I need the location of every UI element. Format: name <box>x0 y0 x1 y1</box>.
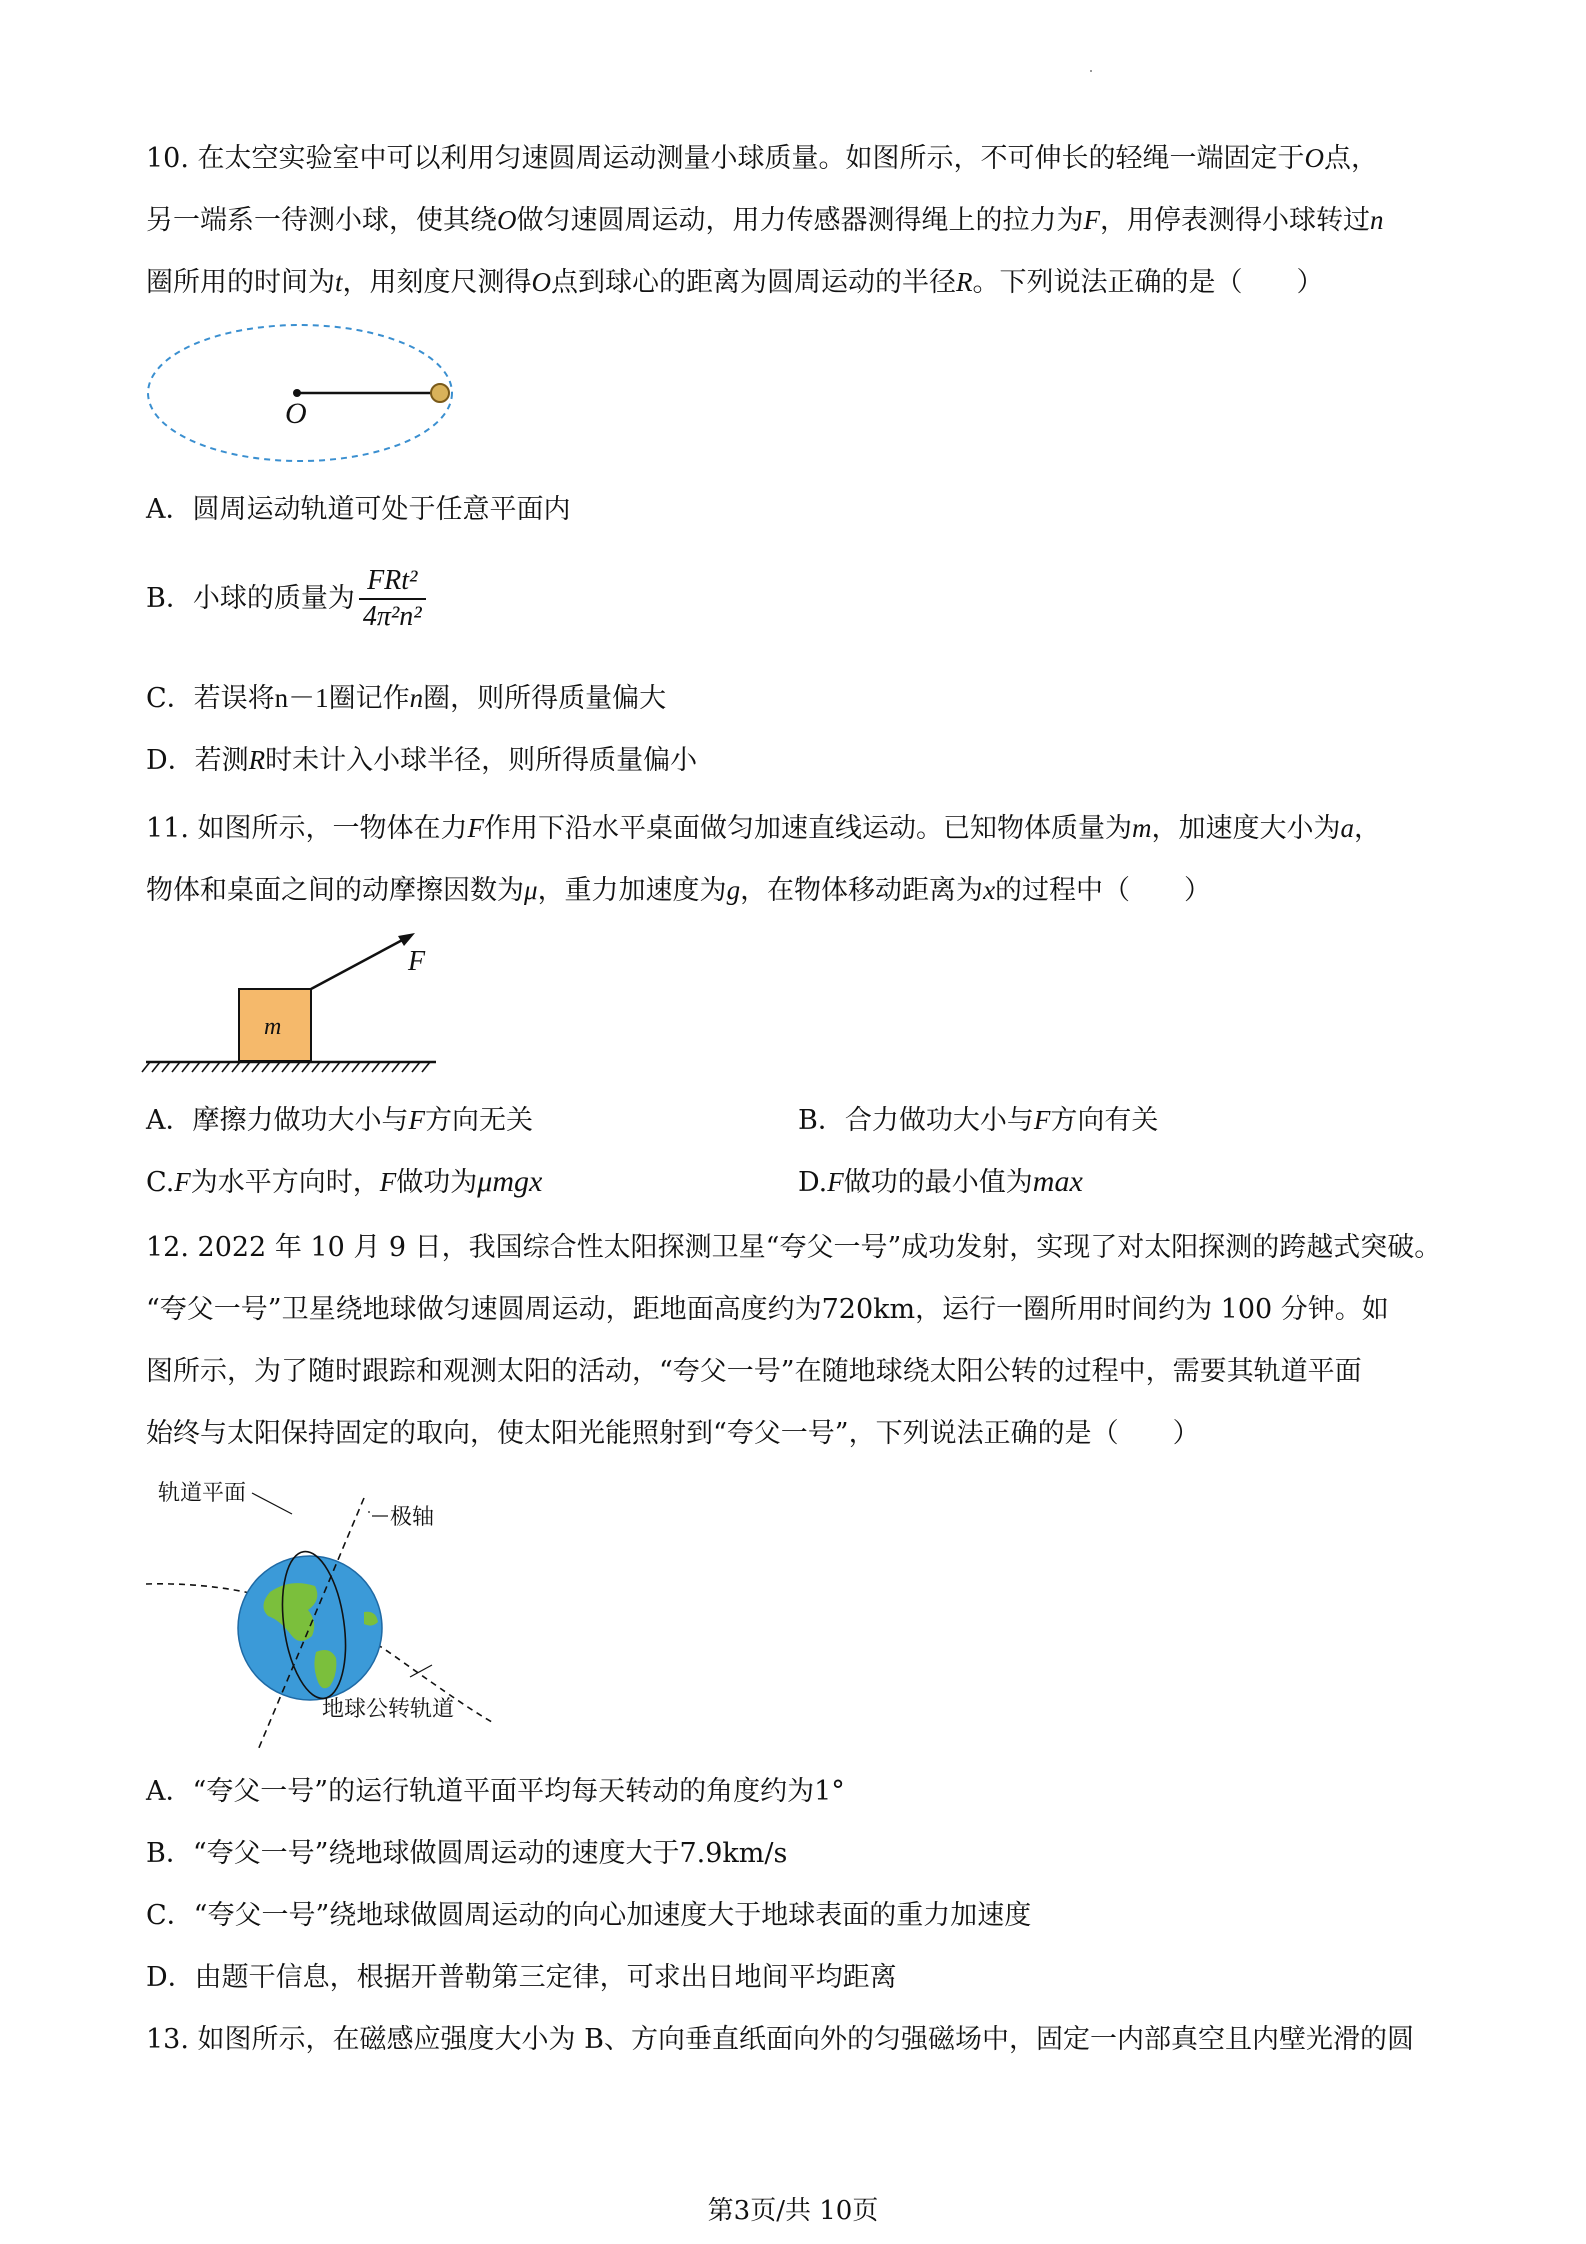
q11-option-c: C.F为水平方向时，F做功为μmgx <box>146 1165 543 1198</box>
q12-line1: 12. 2022 年 10 月 9 日，我国综合性太阳探测卫星“夸父一号”成功发射，实现了对太阳探测的跨越式突破。 <box>146 1232 1442 1263</box>
mass-fraction: $\frac{\text{FRt²}}{\text{4π²n²}}$ <box>359 564 426 634</box>
hatch-mark <box>392 1062 400 1072</box>
block-mass-label: m <box>264 1014 282 1040</box>
hatch-mark <box>142 1062 150 1072</box>
q12-option-c: C．“夸父一号”绕地球做圆周运动的向心加速度大于地球表面的重力加速度 <box>146 1900 1032 1931</box>
orbit-plane-leader <box>252 1493 292 1514</box>
force-arrow-line <box>311 937 408 989</box>
orbit-plane-label: 轨道平面 <box>158 1480 247 1505</box>
q11-option-b: B．合力做功大小与F方向有关 <box>798 1105 1159 1136</box>
q10-option-b: B．小球的质量为 $\frac{\text{FRt²}}{\text{4π²n²}}$ <box>146 564 426 634</box>
hatch-mark <box>332 1062 340 1072</box>
q12-option-b: B．“夸父一号”绕地球做圆周运动的速度大于7.9km/s <box>146 1838 788 1869</box>
earth-orbit-leader <box>410 1665 432 1677</box>
q12-option-a: A．“夸父一号”的运行轨道平面平均每天转动的角度约为1° <box>146 1776 845 1807</box>
hatch-mark <box>252 1062 260 1072</box>
q12-earth-figure <box>140 1460 520 1750</box>
q10-line2: 另一端系一待测小球，使其绕O做匀速圆周运动，用力传感器测得绳上的拉力为F，用停表测得小球转过n <box>146 205 1384 236</box>
hatch-mark <box>232 1062 240 1072</box>
hatch-mark <box>242 1062 250 1072</box>
q12-line3: 图所示，为了随时跟踪和观测太阳的活动，“夸父一号”在随地球绕太阳公转的过程中，需要其轨道平面 <box>146 1356 1362 1387</box>
q11-line1: 11. 如图所示，一物体在力F作用下沿水平桌面做匀加速直线运动。已知物体质量为m，加速度大小为a， <box>146 813 1382 844</box>
earth-orbit-label: 地球公转轨道 <box>322 1696 455 1721</box>
q13-line1: 13. 如图所示，在磁感应强度大小为 B、方向垂直纸面向外的匀强磁场中，固定一内部真空且内壁光滑的圆 <box>146 2024 1414 2055</box>
q10-orbit-figure <box>140 318 460 468</box>
hatch-mark <box>272 1062 280 1072</box>
q11-option-a: A．摩擦力做功大小与F方向无关 <box>146 1105 533 1136</box>
hatch-mark <box>212 1062 220 1072</box>
table-hatch <box>142 1062 430 1072</box>
hatch-mark <box>342 1062 350 1072</box>
hatch-mark <box>402 1062 410 1072</box>
hatch-mark <box>372 1062 380 1072</box>
q10-line1: 10. 在太空实验室中可以利用匀速圆周运动测量小球质量。如图所示，不可伸长的轻绳一端固定于O点， <box>146 143 1379 174</box>
hatch-mark <box>412 1062 420 1072</box>
q10-option-a: A．圆周运动轨道可处于任意平面内 <box>146 494 571 525</box>
hatch-mark <box>282 1062 290 1072</box>
hatch-mark <box>362 1062 370 1072</box>
q12-option-d: D．由题干信息，根据开普勒第三定律，可求出日地间平均距离 <box>146 1962 897 1993</box>
hatch-mark <box>182 1062 190 1072</box>
hatch-mark <box>262 1062 270 1072</box>
hatch-mark <box>152 1062 160 1072</box>
page-footer: 第3页/共 10页 <box>707 2196 879 2226</box>
hatch-mark <box>172 1062 180 1072</box>
polar-axis-label: 极轴 <box>390 1504 435 1529</box>
q10-option-d: D．若测R时未计入小球半径，则所得质量偏小 <box>146 745 698 776</box>
q11-block-figure <box>140 928 450 1078</box>
hatch-mark <box>422 1062 430 1072</box>
o-label: O <box>285 397 307 430</box>
q11-line2: 物体和桌面之间的动摩擦因数为μ，重力加速度为g，在物体移动距离为x的过程中（ ） <box>146 875 1212 906</box>
hatch-mark <box>162 1062 170 1072</box>
hatch-mark <box>322 1062 330 1072</box>
q12-line4: 始终与太阳保持固定的取向，使太阳光能照射到“夸父一号”，下列说法正确的是（ ） <box>146 1418 1200 1449</box>
pivot-point <box>293 389 301 397</box>
hatch-mark <box>302 1062 310 1072</box>
q12-line2: “夸父一号”卫星绕地球做匀速圆周运动，距地面高度约为720km，运行一圈所用时间约为 100 分钟。如 <box>146 1294 1389 1325</box>
scan-dot <box>1090 70 1092 72</box>
hatch-mark <box>202 1062 210 1072</box>
q10-option-c: C．若误将n－1圈记作n圈，则所得质量偏大 <box>146 683 667 714</box>
hatch-mark <box>352 1062 360 1072</box>
hatch-mark <box>312 1062 320 1072</box>
hatch-mark <box>292 1062 300 1072</box>
q10-line3: 圈所用的时间为t，用刻度尺测得O点到球心的距离为圆周运动的半径R。下列说法正确的是（ ） <box>146 267 1324 298</box>
hatch-mark <box>222 1062 230 1072</box>
ball <box>431 384 449 402</box>
hatch-mark <box>192 1062 200 1072</box>
force-arrow-head <box>398 933 415 946</box>
hatch-mark <box>382 1062 390 1072</box>
force-label: F <box>408 946 426 977</box>
q11-option-d: D.F做功的最小值为max <box>798 1165 1083 1198</box>
